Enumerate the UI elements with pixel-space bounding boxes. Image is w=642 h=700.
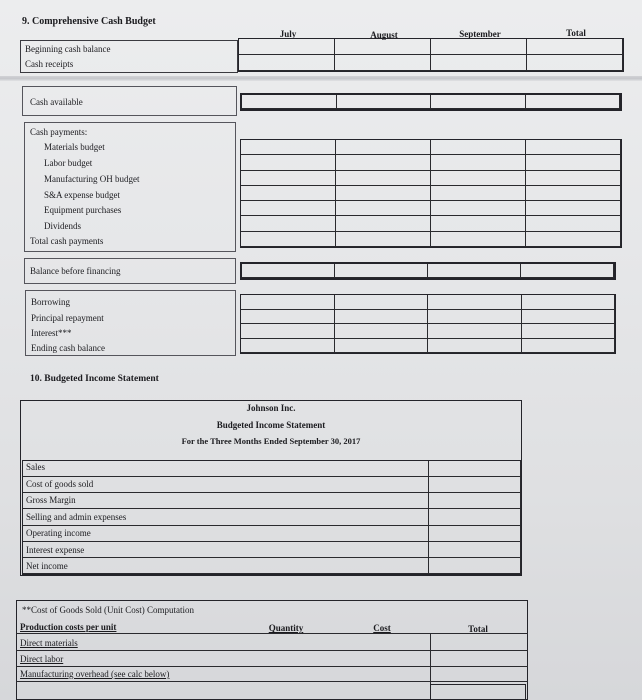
input-cell[interactable] [429, 477, 521, 493]
input-cell[interactable] [526, 95, 621, 109]
row-label-sales: Sales [26, 462, 45, 472]
input-cell[interactable] [431, 201, 526, 216]
input-cell[interactable] [526, 216, 621, 231]
input-cell[interactable] [336, 201, 431, 216]
input-cell[interactable] [430, 684, 526, 700]
cogs-divider [16, 666, 528, 667]
input-cell[interactable] [241, 310, 335, 325]
input-cell[interactable] [241, 339, 335, 354]
input-cell[interactable] [431, 186, 526, 201]
input-cell[interactable] [527, 39, 623, 55]
cogs-col-cost: Cost [373, 623, 391, 633]
input-cell[interactable] [522, 339, 616, 354]
input-cell[interactable] [527, 55, 623, 71]
row-label-principal-repayment: Principal repayment [31, 313, 104, 323]
input-cell[interactable] [241, 232, 336, 247]
cogs-divider [16, 650, 528, 651]
input-cell[interactable] [428, 295, 522, 310]
income-statement-title: 10. Budgeted Income Statement [30, 374, 159, 384]
input-cell[interactable] [526, 140, 621, 155]
input-cell[interactable] [429, 461, 521, 477]
row-label-ending-cash: Ending cash balance [31, 343, 105, 353]
input-cell[interactable] [335, 264, 428, 278]
col-header-july: July [279, 29, 297, 39]
input-cell[interactable] [336, 216, 431, 231]
input-cell[interactable] [239, 39, 335, 55]
col-header-september: September [459, 29, 501, 39]
col-header-august: August [370, 30, 398, 40]
input-cell[interactable] [428, 310, 522, 325]
row-label-interest-expense: Interest expense [26, 545, 85, 555]
row-label-cash-available: Cash available [30, 97, 83, 107]
input-cell[interactable] [335, 39, 431, 55]
input-cell[interactable] [428, 324, 522, 339]
input-cell[interactable] [521, 264, 614, 278]
input-cell[interactable] [428, 264, 521, 278]
cash-available-grid [240, 93, 622, 111]
input-cell[interactable] [522, 295, 616, 310]
page-fold [0, 76, 642, 81]
input-cell[interactable] [241, 216, 336, 231]
input-cell[interactable] [241, 140, 336, 155]
input-cell[interactable] [431, 155, 526, 170]
row-label-selling-admin: Selling and admin expenses [26, 512, 127, 522]
input-cell[interactable] [431, 232, 526, 247]
income-row-label-cell [23, 558, 429, 574]
input-cell[interactable] [428, 339, 522, 354]
input-cell[interactable] [429, 558, 521, 574]
input-cell[interactable] [526, 155, 621, 170]
input-cell[interactable] [241, 155, 336, 170]
row-label-net-income: Net income [26, 561, 68, 571]
row-label-manufacturing-overhead: Manufacturing overhead (see calc below) [20, 669, 170, 679]
input-cell[interactable] [431, 216, 526, 231]
cogs-col-total: Total [468, 624, 488, 634]
row-label-beginning-cash: Beginning cash balance [25, 44, 111, 54]
cogs-divider [16, 633, 528, 634]
row-label-dividends: Dividends [44, 221, 81, 231]
row-label-materials: Materials budget [44, 142, 105, 152]
input-cell[interactable] [526, 201, 621, 216]
receipts-grid [238, 38, 624, 72]
payments-grid [240, 139, 622, 248]
col-header-total: Total [566, 28, 586, 38]
input-cell[interactable] [336, 186, 431, 201]
input-cell[interactable] [335, 324, 429, 339]
statement-name: Budgeted Income Statement [216, 420, 326, 430]
input-cell[interactable] [242, 95, 337, 109]
input-cell[interactable] [429, 493, 521, 509]
cogs-col-quantity: Quantity [268, 623, 304, 633]
input-cell[interactable] [429, 542, 521, 558]
cogs-divider [16, 681, 528, 682]
row-label-interest: Interest*** [31, 328, 72, 338]
balance-grid [240, 262, 616, 280]
input-cell[interactable] [241, 171, 336, 186]
input-cell[interactable] [335, 339, 429, 354]
input-cell[interactable] [429, 526, 521, 542]
cash-budget-title: 9. Comprehensive Cash Budget [22, 16, 156, 27]
input-cell[interactable] [335, 55, 431, 71]
input-cell[interactable] [239, 55, 335, 71]
payments-heading: Cash payments: [30, 127, 88, 137]
input-cell[interactable] [431, 39, 527, 55]
input-cell[interactable] [241, 295, 335, 310]
row-label-balance-before-financing: Balance before financing [30, 266, 121, 276]
input-cell[interactable] [241, 324, 335, 339]
input-cell[interactable] [431, 140, 526, 155]
input-cell[interactable] [241, 201, 336, 216]
company-name: Johnson Inc. [246, 403, 296, 413]
row-label-operating-income: Operating income [26, 528, 91, 538]
input-cell[interactable] [335, 295, 429, 310]
input-cell[interactable] [522, 324, 616, 339]
row-label-direct-labor: Direct labor [20, 654, 64, 664]
row-label-manufacturing-oh: Manufacturing OH budget [44, 174, 140, 184]
financing-grid [240, 294, 616, 354]
row-label-direct-materials: Direct materials [20, 638, 78, 648]
input-cell[interactable] [241, 186, 336, 201]
row-label-equipment: Equipment purchases [44, 205, 122, 215]
income-row-label-cell [23, 461, 429, 477]
cogs-title: **Cost of Goods Sold (Unit Cost) Computation [22, 605, 195, 615]
input-cell[interactable] [431, 95, 526, 109]
row-label-cash-receipts: Cash receipts [25, 59, 74, 69]
row-label-borrowing: Borrowing [31, 297, 70, 307]
row-label-cogs: Cost of goods sold [26, 479, 94, 489]
input-cell[interactable] [336, 140, 431, 155]
input-cell[interactable] [526, 171, 621, 186]
input-cell[interactable] [526, 232, 621, 247]
input-cell[interactable] [431, 55, 527, 71]
row-label-sa-expense: S&A expense budget [44, 190, 120, 200]
input-cell[interactable] [429, 509, 521, 525]
input-cell[interactable] [336, 171, 431, 186]
input-cell[interactable] [336, 232, 431, 247]
row-label-labor: Labor budget [44, 158, 93, 168]
input-cell[interactable] [337, 95, 432, 109]
income-row-label-cell [23, 493, 429, 509]
row-label-gross-margin: Gross Margin [26, 495, 76, 505]
cogs-heading: Production costs per unit [20, 622, 117, 632]
input-cell[interactable] [522, 310, 616, 325]
input-cell[interactable] [242, 264, 335, 278]
row-label-total-payments: Total cash payments [30, 236, 104, 246]
statement-period: For the Three Months Ended September 30, 2017 [181, 436, 361, 446]
input-cell[interactable] [526, 186, 621, 201]
input-cell[interactable] [335, 310, 429, 325]
input-cell[interactable] [336, 155, 431, 170]
input-cell[interactable] [431, 171, 526, 186]
